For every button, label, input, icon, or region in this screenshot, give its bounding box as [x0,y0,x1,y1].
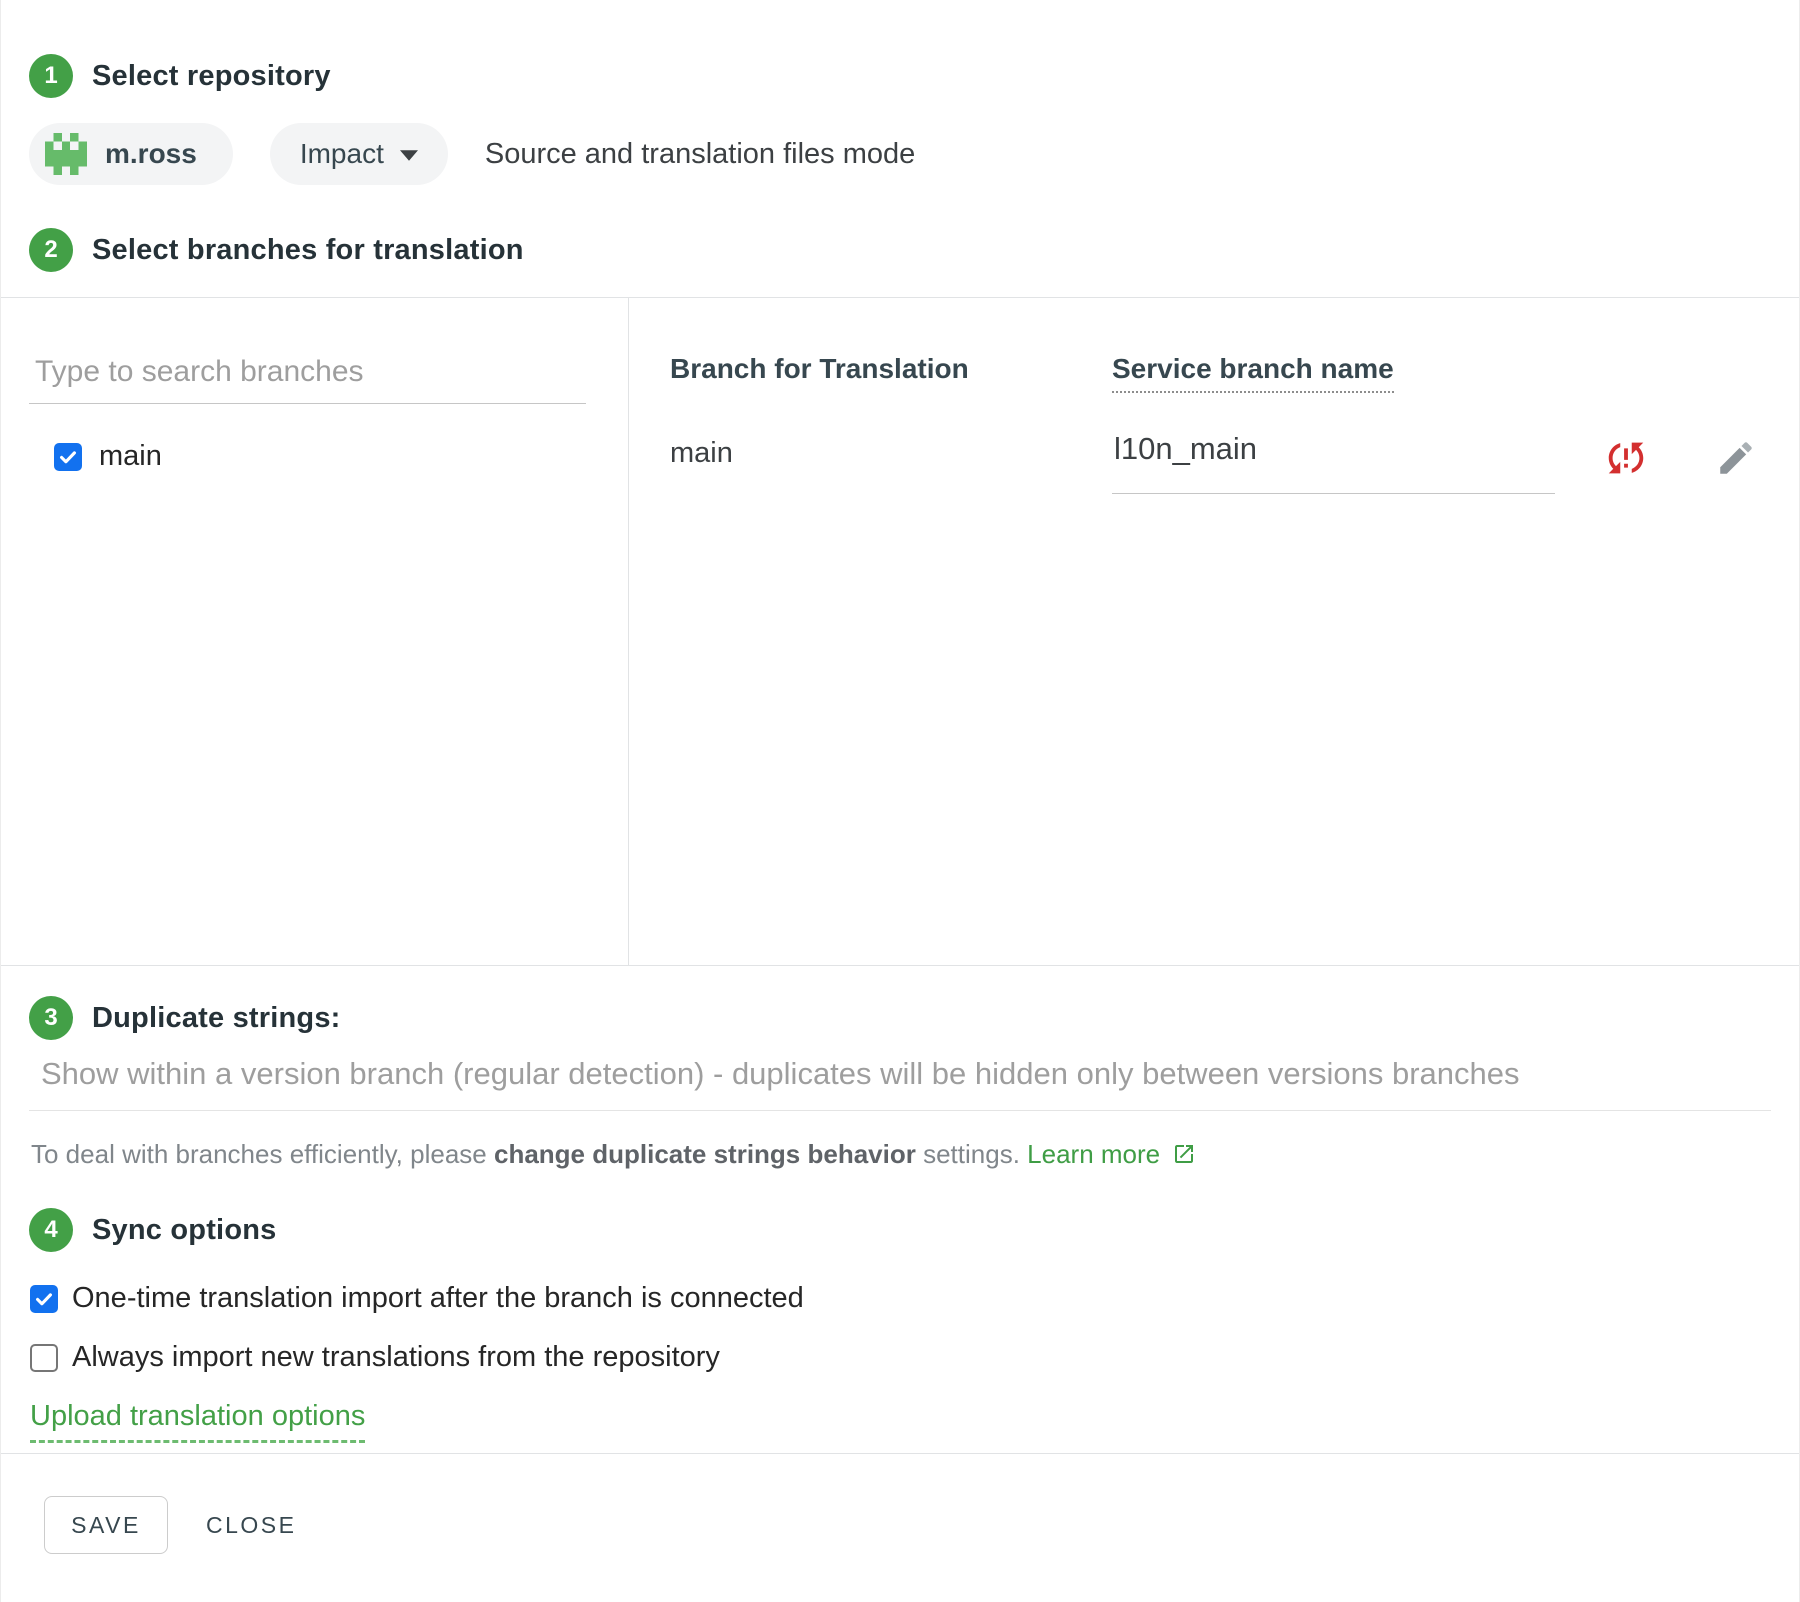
repository-avatar-icon [45,133,87,175]
always-import-option[interactable] [30,1341,1799,1374]
help-text-suffix: settings. [915,1139,1028,1169]
duplicate-strings-selected-option: Show within a version branch (regular detection) - duplicates will be hidden only between versions branches [41,1056,1520,1091]
footer-divider [1,1453,1799,1454]
sync-problem-icon[interactable] [1603,435,1649,481]
branch-list-panel [1,298,629,965]
step-3-header [1,996,1799,1040]
duplicate-strings-help [31,1139,1799,1170]
help-text-prefix: To deal with branches efficiently, please [31,1139,494,1169]
step-4-title: Sync options [92,1213,277,1246]
close-button[interactable]: CLOSE [194,1512,308,1539]
step-3-title: Duplicate strings: [92,1001,341,1034]
select-repository-section [1,0,1799,272]
one-time-import-option[interactable] [30,1282,1799,1315]
step-1-header [1,54,1799,98]
branch-mapping-header [670,353,1799,393]
branch-mapping-row [670,427,1799,494]
branch-selection-panel [1,297,1799,966]
repository-select-chip[interactable] [270,123,448,185]
always-import-label: Always import new translations from the repository [72,1341,720,1373]
always-import-checkbox[interactable] [30,1344,58,1372]
learn-more-link[interactable]: Learn more [1027,1139,1196,1169]
save-button[interactable]: SAVE [44,1496,168,1554]
duplicate-strings-select[interactable] [29,1050,1771,1111]
sync-options-section [1,1208,1799,1443]
branch-checkbox[interactable] [54,443,82,471]
files-mode-label: Source and translation files mode [484,137,916,170]
column-branch-for-translation: Branch for Translation [670,353,969,384]
step-1-title: Select repository [92,59,331,92]
service-branch-name-input[interactable] [1112,427,1555,494]
step-4-header [1,1208,1799,1252]
step-1-badge: 1 [29,54,73,98]
open-in-new-icon [1160,1139,1196,1169]
branch-mapping-panel [629,298,1799,965]
repository-name-label: Impact [299,138,384,169]
edit-pencil-icon[interactable] [1715,437,1757,479]
repository-row [29,122,1799,186]
step-3-badge: 3 [29,996,73,1040]
repository-owner-chip [29,123,233,185]
chevron-down-icon [400,147,418,161]
branch-search-input[interactable] [29,353,586,404]
duplicate-strings-section [1,996,1799,1170]
mapped-branch-name: main [670,437,733,469]
help-text-emphasis: change duplicate strings behavior [493,1139,916,1169]
one-time-import-checkbox[interactable] [30,1285,58,1313]
step-2-header [1,228,1799,272]
branch-list-item-main[interactable] [29,440,586,473]
column-service-branch-name[interactable]: Service branch name [1112,353,1394,393]
step-4-badge: 4 [29,1208,73,1252]
step-2-badge: 2 [29,228,73,272]
one-time-import-label: One-time translation import after the branch is connected [72,1282,804,1314]
upload-translation-options-link[interactable]: Upload translation options [30,1400,365,1443]
repository-owner-label: m.ross [105,138,197,169]
dialog-footer [44,1496,1799,1554]
branch-name-label: main [99,440,162,472]
step-2-title: Select branches for translation [92,233,524,266]
